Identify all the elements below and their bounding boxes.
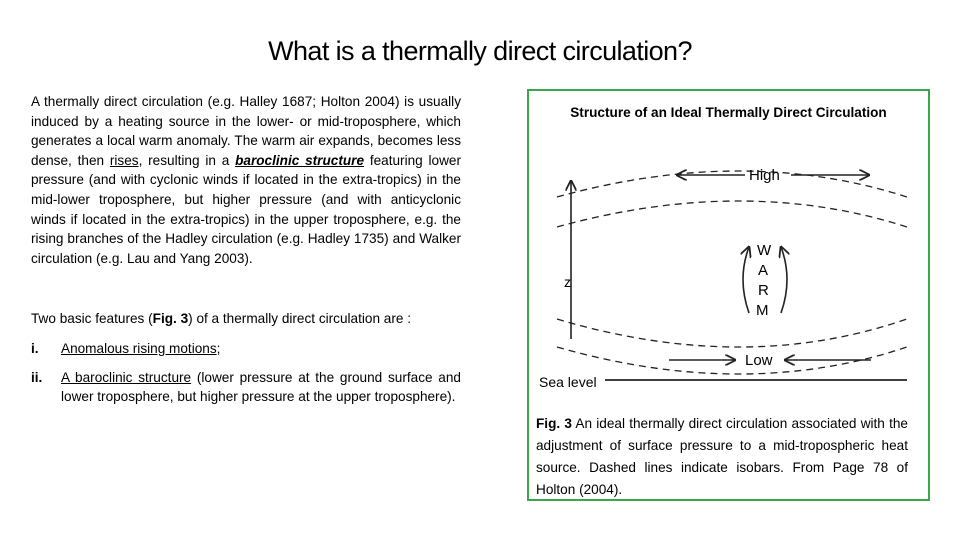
list-item: [31, 339, 461, 359]
circulation-diagram: [535, 151, 925, 401]
figure-panel: [527, 89, 930, 501]
rising-arrow-left: [743, 247, 749, 313]
list-item: [31, 368, 461, 407]
caption-text: An ideal thermally direct circulation associated with the adjustment of surface pressure to a mid-tropospheric heat source. Dashed lines indicate isobars. From Page 78 of Holton (2004).: [536, 416, 908, 497]
rises-term: rises: [109, 152, 139, 168]
list-item-number: i.: [31, 340, 39, 356]
intro-text-1: A thermally direct circulation (e.g. Halley 1687; Holton 2004) is usually induced by a heating source in the lower- or mid-troposphere, which generates a local warm anomaly. The warm air expands, becomes less dense, then: [31, 94, 461, 168]
page-title: What is a thermally direct circulation?: [268, 36, 692, 66]
baroclinic-term: baroclinic structure: [235, 152, 365, 168]
features-text-1: Two basic features (: [31, 311, 153, 327]
figure-panel-title: Structure of an Ideal Thermally Direct Circulation: [570, 105, 887, 120]
low-label: Low: [745, 352, 773, 369]
isobar-line: [557, 201, 907, 227]
feature-list: [31, 339, 461, 407]
warm-letter: A: [758, 262, 769, 279]
features-text-2: ) of a thermally direct circulation are :: [188, 311, 412, 327]
list-item-text: [61, 368, 461, 407]
list-item-rest: ;: [216, 340, 221, 356]
sea-level-label: Sea level: [539, 374, 597, 390]
features-paragraph: [31, 309, 461, 329]
list-item-underlined: A baroclinic structure: [61, 369, 192, 385]
warm-letter: M: [756, 302, 769, 319]
list-item-underlined: Anomalous rising motions: [61, 340, 217, 356]
intro-text-3: featuring lower pressure (and with cyclonic winds if located in the extra-tropics) in the mid-lower troposphere, but higher pressure (and with anticyclonic winds if located in the extra-tropics) in the upper troposphere, e.g. the rising branches of the Hadley circulation (e.g. Hadley 1735) and Walker circulation (e.g. Lau and Yang 2003).: [31, 152, 461, 266]
intro-paragraph: [31, 92, 461, 268]
list-item-text: [61, 339, 461, 359]
caption-fig-label: Fig. 3: [536, 416, 572, 431]
z-axis-label: z: [564, 274, 571, 290]
intro-text-2: , resulting in a: [138, 152, 236, 168]
list-item-rest: (lower pressure at the ground surface and lower troposphere, but higher pressure at the upper troposphere).: [61, 369, 461, 405]
isobar-line: [557, 319, 907, 347]
high-label: High: [749, 167, 780, 184]
warm-letter: R: [758, 282, 769, 299]
warm-letter: W: [757, 242, 772, 259]
list-item-number: ii.: [31, 369, 43, 385]
fig-reference: Fig. 3: [152, 311, 189, 327]
figure-caption: [536, 413, 908, 501]
rising-arrow-right: [781, 247, 787, 313]
left-text-column: [31, 92, 461, 407]
